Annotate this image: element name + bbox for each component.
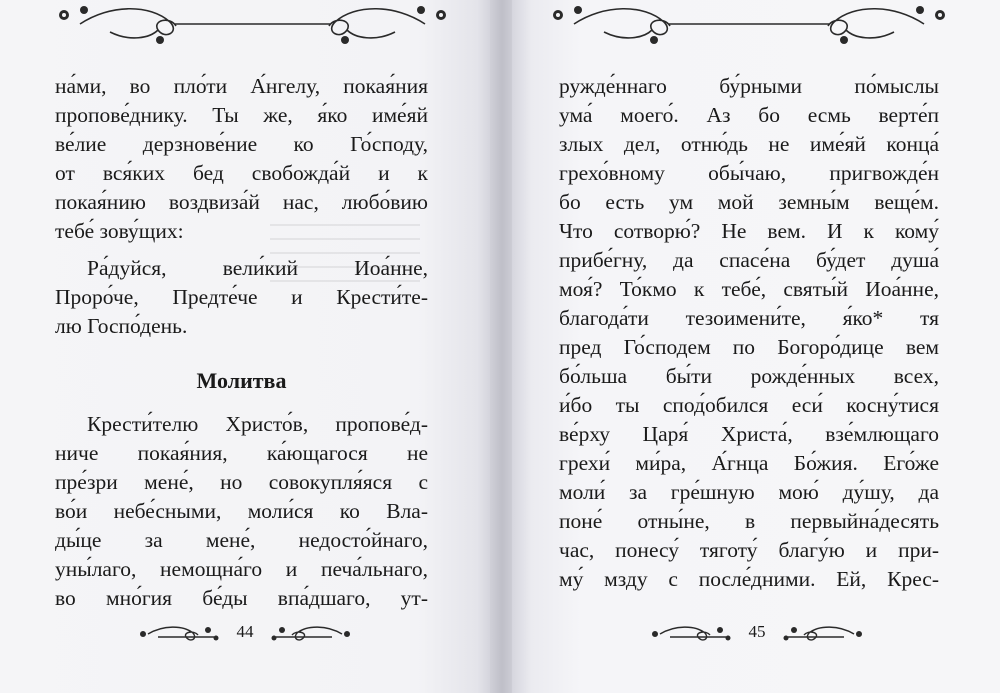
text-line: моя́? То́кмо к тебе́, святы́й Иоа́нне,: [559, 277, 939, 301]
text-line: и́бо ты спод́обился еси́ косну́тися: [559, 393, 939, 417]
text-line: ве́лие дерзнове́ние ко Го́споду,: [55, 132, 428, 156]
text-line: во́и небе́сными, моли́ся ко Вла-: [55, 499, 428, 523]
text-line: ве́рху Царя́ Христа́, взе́млющаго: [559, 422, 939, 446]
text-line: благода́ти тезоимени́те, я́ко* тя: [559, 306, 939, 330]
right-footer: [650, 619, 864, 649]
text-line: ниче покая́ния, ка́ющагося не: [55, 441, 428, 465]
text-line: моли́ за гре́шную мою́ ду́шу, да: [559, 480, 939, 504]
right-text-block: [559, 72, 939, 594]
text-line: ума́ моего́. Аз бо есмь верте́п: [559, 103, 939, 127]
top-ornament-icon: [534, 2, 964, 46]
left-page: [0, 0, 492, 693]
text-line: бо есть ум мой земны́м веще́м.: [559, 190, 939, 214]
left-text-block: [55, 72, 428, 613]
text-line: поне́ отны́не, в первыйна́десять: [559, 509, 939, 533]
text-line: Крести́телю Христо́в, пропове́д-: [87, 412, 428, 436]
text-line: лю Госпо́день.: [55, 314, 188, 338]
text-line: грехи́ ми́ра, А́гнца Бо́жия. Его́же: [559, 451, 939, 475]
text-line: пропове́днику. Ты же, я́ко име́яй: [55, 103, 428, 127]
text-line: злых дел, отню́дь не име́яй конца́: [559, 132, 939, 156]
text-line: час, понесу́ тяготу́ благу́ю и при-: [559, 538, 939, 562]
book-gutter: [490, 0, 514, 693]
text-line: уны́лаго, немощна́го и печа́льнаго,: [55, 557, 428, 581]
text-line: пред Го́сподем по Богоро́дице вем: [559, 335, 939, 359]
top-ornament-icon: [40, 2, 465, 46]
floral-border-icon: [534, 2, 964, 46]
text-line: ружде́ннаго бу́рными по́мыслы: [559, 74, 939, 98]
prayer-heading: Молитва: [196, 368, 287, 393]
right-page: [512, 0, 1000, 693]
text-line: тебе́ зову́щих:: [55, 219, 184, 243]
floral-border-icon: [40, 2, 465, 46]
text-line: во мно́гия бе́ды впа́дшаго, ут-: [55, 586, 428, 610]
text-line: пре́зри мене́, но совокупля́яся с: [55, 470, 428, 494]
text-line: бо́льша бы́ти рожде́нных всех,: [559, 364, 939, 388]
text-line: покая́нию воздвиза́й нас, любо́вию: [55, 190, 428, 214]
text-line: Проро́че, Предте́че и Крести́те-: [55, 285, 428, 309]
text-line: ды́це за мене́, недосто́йнаго,: [55, 528, 428, 552]
page-number: 44: [236, 622, 254, 641]
text-line: му́ мзду с после́дними. Ей, Крес-: [559, 567, 939, 591]
text-line: на́ми, во пло́ти А́нгелу, покая́ния: [55, 74, 428, 98]
footer-ornament-icon: [268, 623, 352, 645]
footer-ornament-icon: [780, 623, 864, 645]
page-number: 45: [748, 622, 766, 641]
text-line: Что сотворю́? Не вем. И к кому́: [559, 219, 939, 243]
text-line: от вся́ких бед свобожда́й и к: [55, 161, 428, 185]
text-line: прибе́гну, да спасе́на бу́дет душа́: [559, 248, 939, 272]
left-footer: [138, 619, 352, 649]
text-line: Ра́дуйся, вели́кий Иоа́нне,: [87, 256, 428, 280]
text-line: грехо́вному обы́чаю, пригвожде́н: [559, 161, 939, 185]
